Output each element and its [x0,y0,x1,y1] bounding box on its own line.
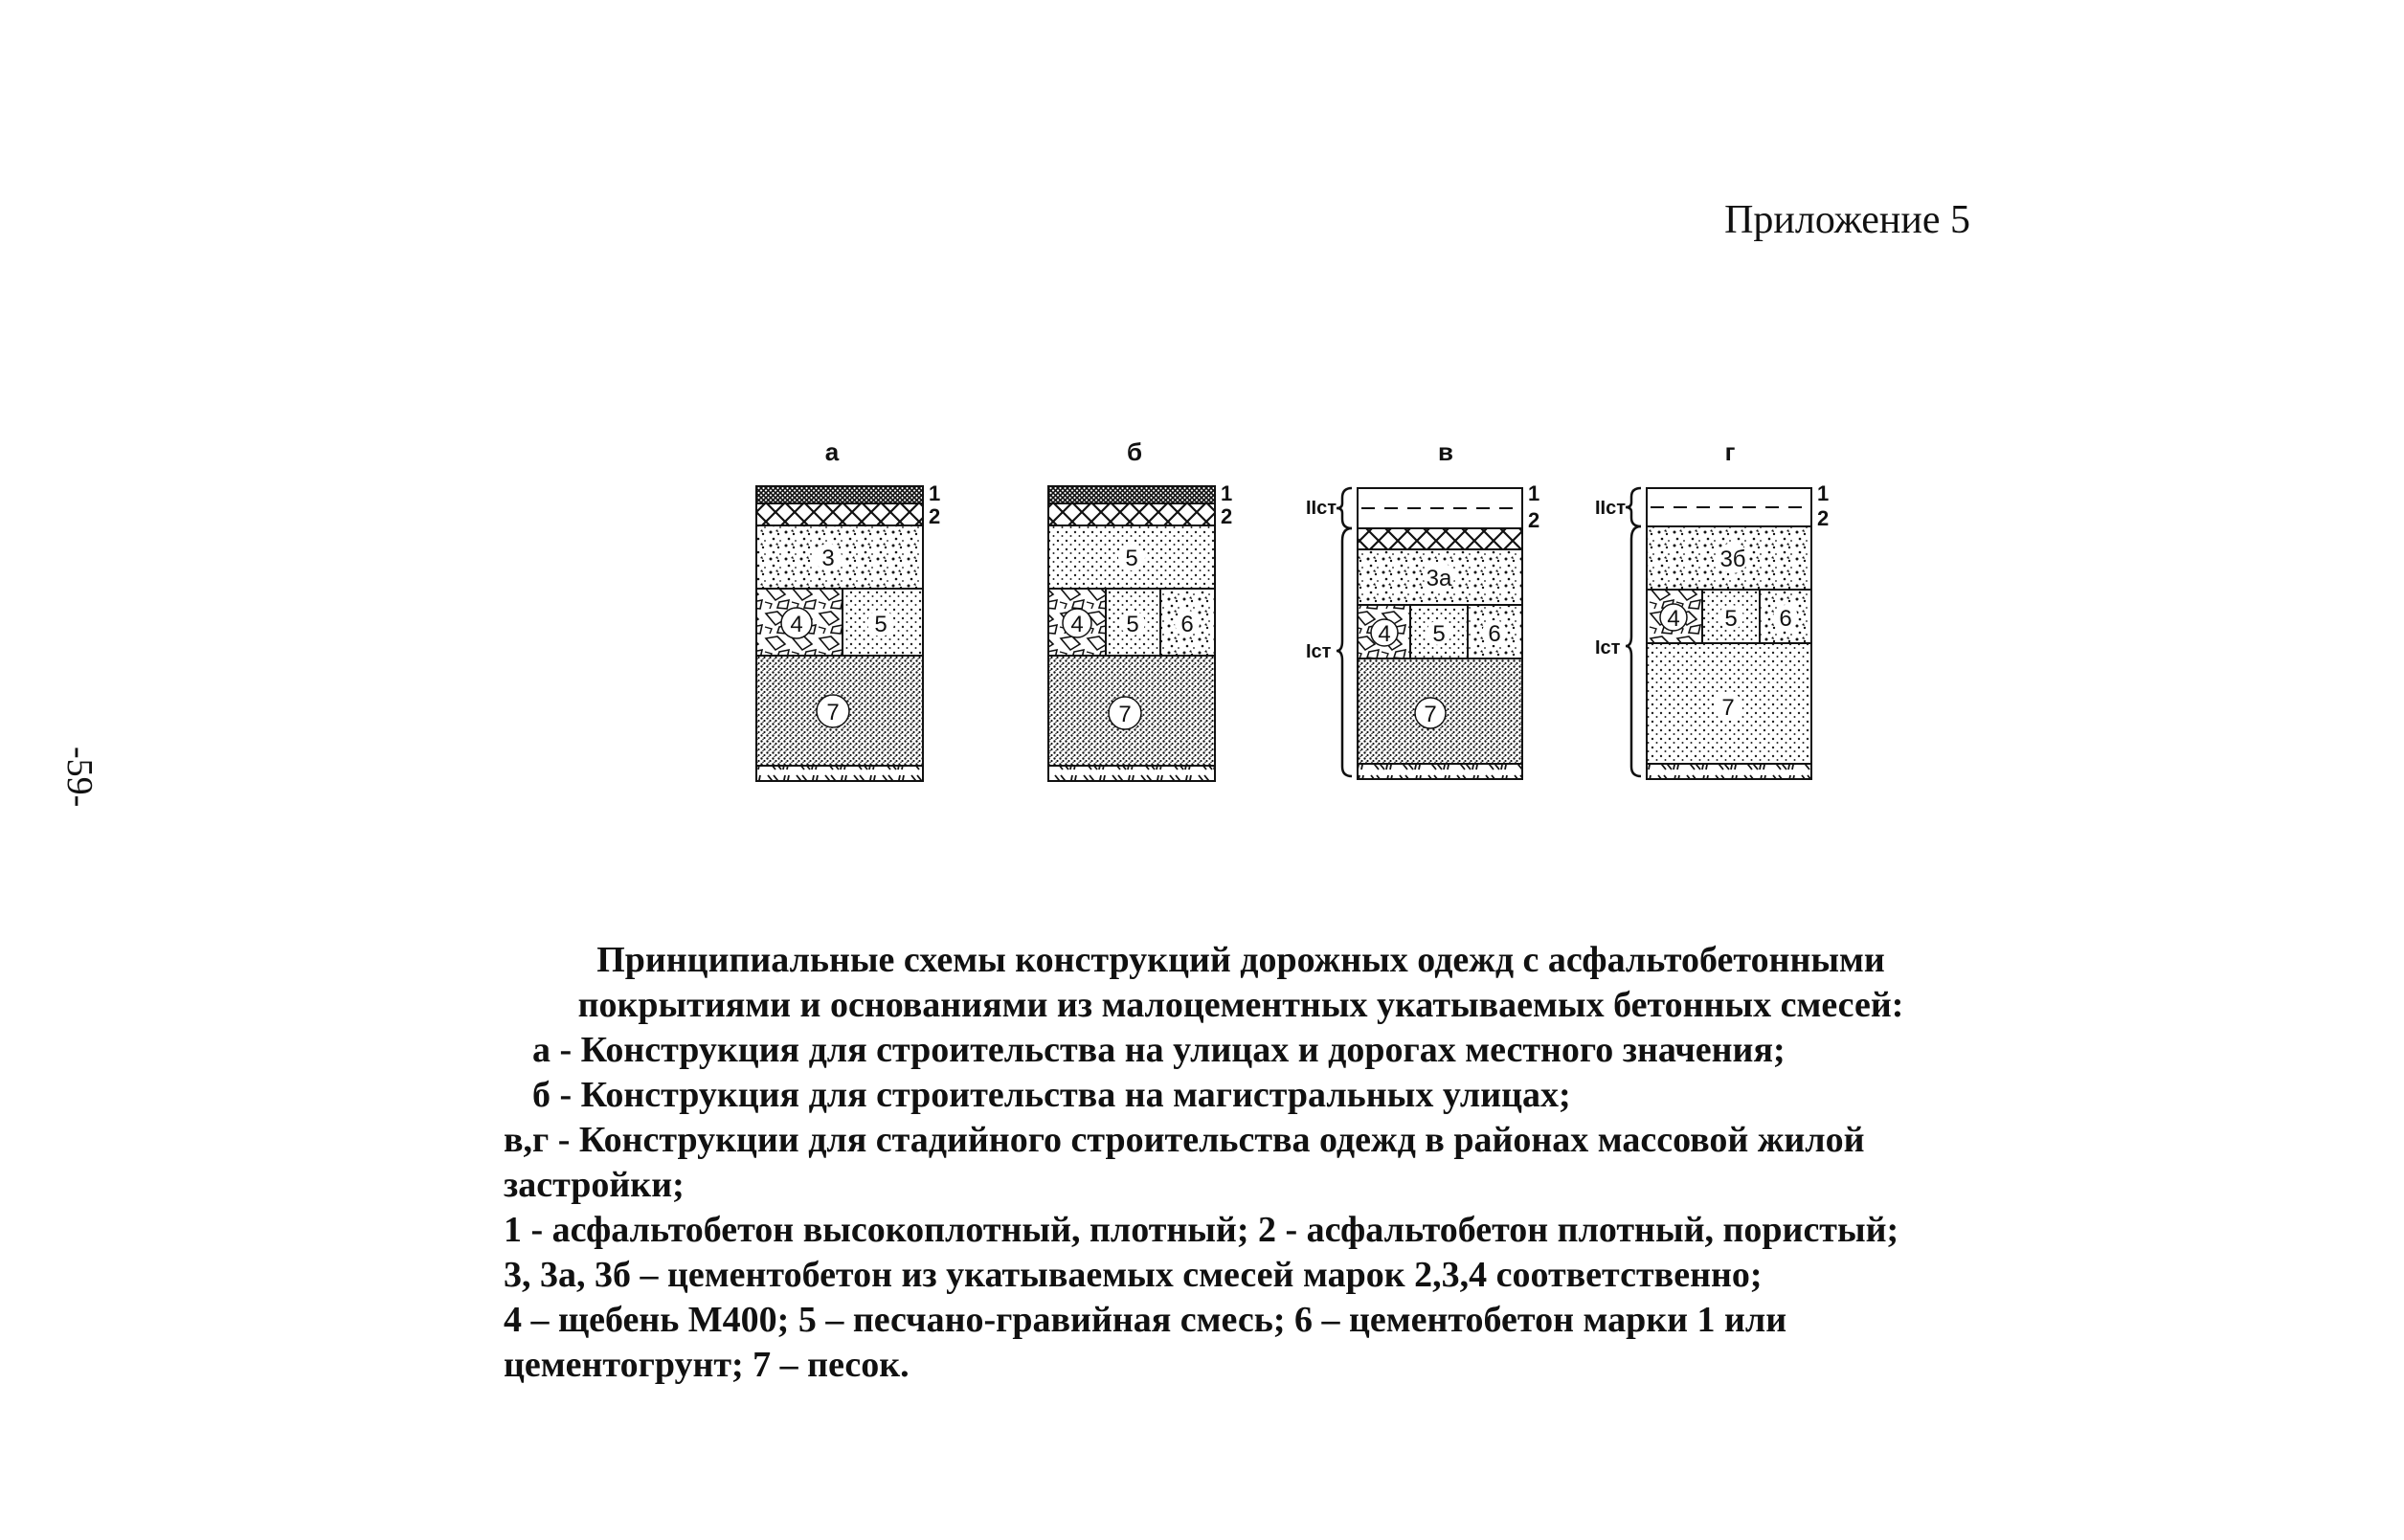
scheme-g-letter: г [1724,437,1736,466]
stage-label: Iст [1306,641,1332,662]
layer-2 [1048,503,1215,525]
page-number: -59- [59,747,100,808]
cell-label: 7 [1424,702,1437,727]
cell-label: 3б [1719,547,1746,572]
layer-2-base [1358,528,1522,549]
layer-1 [756,486,923,503]
caption-item-b: б - Конструкция для строительства на магистральных улицах; [532,1075,1571,1115]
cell-label: 4 [1378,621,1391,647]
scheme-a-letter: а [824,437,840,466]
cell-label: 4 [1070,612,1084,637]
figure-caption [504,938,1978,1388]
cell-label: 6 [1779,606,1792,632]
scheme-b [1048,437,1232,781]
stage-brace [1337,488,1352,528]
scheme-b-letter: б [1126,437,1143,466]
layer-number: 2 [1221,504,1233,528]
stage-brace [1337,528,1352,776]
cell-label: 5 [1724,606,1738,632]
stage-brace [1626,488,1641,526]
scheme-v-letter: в [1438,437,1453,466]
cell-label: 6 [1488,621,1501,647]
cell-label: 6 [1180,612,1194,637]
subgrade [1358,764,1522,779]
legend-line: 1 - асфальтобетон высокоплотный, плотный; 2 - асфальтобетон плотный, пористый; [504,1210,1899,1250]
cell-label: 5 [1432,621,1446,647]
stage-brace [1626,526,1641,776]
caption-title-line: покрытиями и основаниями из малоцементных укатываемых бетонных смесей: [577,985,1904,1025]
scheme-g [1595,437,1829,779]
subgrade [756,766,923,781]
stage-label: Iст [1595,637,1621,658]
cell-label: 4 [790,612,803,637]
caption-item-vg: в,г - Конструкции для стадийного строительства одежд в районах массовой жилой [504,1120,1865,1160]
subgrade [1048,766,1215,781]
cell-label: 3 [821,546,835,571]
pavement-schemes-figure [737,435,1838,818]
cell-label: 5 [1126,612,1139,637]
layer-number: 1 [1528,481,1540,505]
stage-label: IIст [1306,498,1337,519]
layer-2 [756,503,923,525]
legend-line: 4 – щебень М400; 5 – песчано-гравийная смесь; 6 – цементобетон марки 1 или [504,1300,1787,1340]
stage-label: IIст [1595,498,1627,519]
layer-number: 2 [929,504,941,528]
caption-title-line: Принципиальные схемы конструкций дорожных одежд с асфальтобетонными [596,940,1885,980]
cell-label: 4 [1667,606,1680,632]
cell-label: 7 [826,700,840,725]
layer-1 [1048,486,1215,503]
scheme-a [756,437,940,781]
layer-number: 1 [1817,481,1830,505]
caption-item-vg-cont: застройки; [504,1165,685,1205]
appendix-label: Приложение 5 [1724,198,1970,242]
cell-label: 3а [1426,566,1452,591]
legend-line: 3, 3а, 3б – цементобетон из укатываемых смесей марок 2,3,4 соответственно; [504,1255,1763,1295]
legend-line: цементогрунт; 7 – песок. [504,1345,910,1385]
layer-number: 2 [1528,508,1540,532]
layer-number: 1 [929,481,941,505]
scheme-v [1306,437,1539,779]
cell-label: 5 [1125,546,1138,571]
layer-number: 1 [1221,481,1233,505]
cell-label: 7 [1118,702,1132,727]
cell-label: 5 [874,612,887,637]
layer-number: 2 [1817,506,1830,530]
subgrade [1647,764,1811,779]
cell-label: 7 [1721,695,1735,721]
caption-item-a: а - Конструкция для строительства на улицах и дорогах местного значения; [532,1030,1786,1070]
